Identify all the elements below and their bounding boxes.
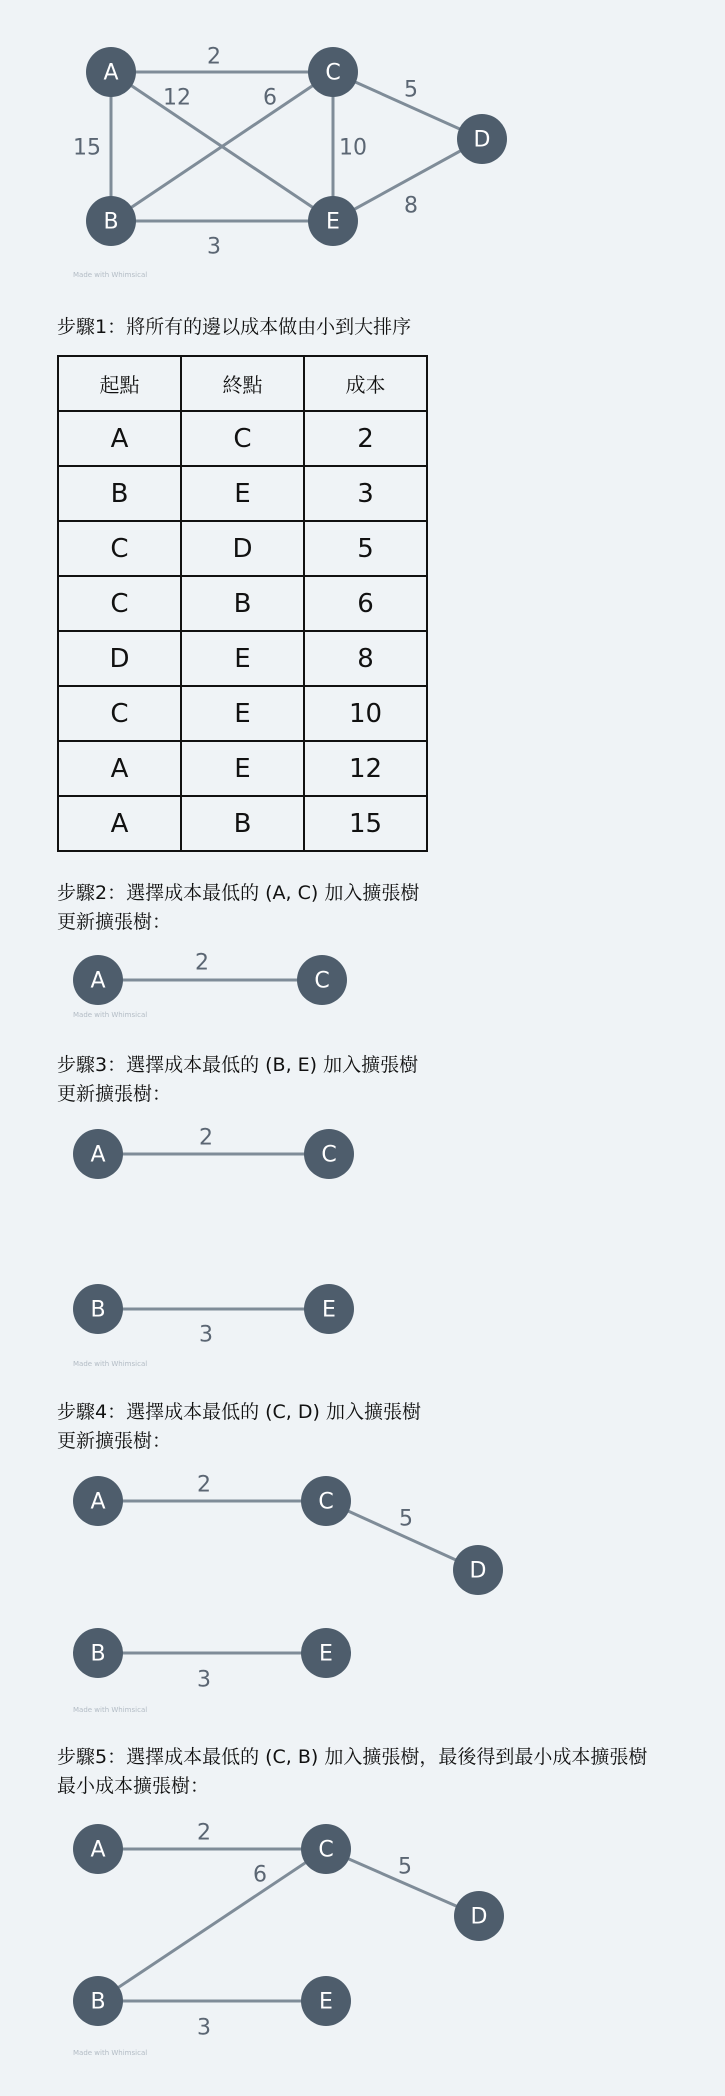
step5-description [57,1743,647,1801]
step1-text: 步驟1：將所有的邊以成本做由小到大排序 [57,316,412,338]
node-label-B: B [103,209,119,235]
node-label-C: C [318,1837,334,1863]
cell-cost: 3 [304,466,427,521]
node-A [86,47,136,97]
step4-description [57,1398,421,1456]
node-label-B: B [90,1641,106,1667]
edge-weight-A-C: 2 [199,1125,213,1151]
step2-text: 步驟2：選擇成本最低的 (A, C) 加入擴張樹 [57,882,420,904]
table-row [58,576,427,631]
node-E [304,1284,354,1334]
node-label-E: E [322,1297,336,1323]
cell-cost: 10 [304,686,427,741]
edge-weight-C-D: 5 [398,1854,412,1880]
edge-weight-C-D: 5 [399,1506,413,1532]
node-C [304,1129,354,1179]
node-A [73,1824,123,1874]
node-label-D: D [469,1558,487,1584]
node-label-A: A [103,60,119,86]
cell-cost: 15 [304,796,427,851]
cell-cost: 12 [304,741,427,796]
cell-end: E [181,466,304,521]
node-E [308,196,358,246]
step3-subtext: 更新擴張樹： [57,1083,172,1105]
step3-description [57,1051,418,1109]
table-body [58,411,427,851]
step2-graph [0,940,725,1020]
node-label-C: C [325,60,341,86]
node-B [73,1628,123,1678]
cell-end: B [181,576,304,631]
cell-end: C [181,411,304,466]
cell-start: B [58,466,181,521]
initial-graph [0,0,725,290]
table-row [58,521,427,576]
header-cost: 成本 [304,356,427,411]
initial-graph-svg [0,0,725,290]
cell-end: D [181,521,304,576]
cell-end: B [181,796,304,851]
step3-graph-svg [0,1110,725,1372]
cell-end: E [181,741,304,796]
edge-weight-A-E: 12 [163,85,191,111]
edge-B-C [98,1849,326,2001]
whimsical-credit: Made with Whimsical [73,1706,148,1714]
edge-weight-B-E: 3 [199,1322,213,1348]
step4-text: 步驟4：選擇成本最低的 (C, D) 加入擴張樹 [57,1401,421,1423]
whimsical-credit: Made with Whimsical [73,1011,148,1019]
node-label-E: E [326,209,340,235]
step4-graph [0,1460,725,1720]
node-C [301,1824,351,1874]
node-label-B: B [90,1297,106,1323]
whimsical-credit: Made with Whimsical [73,2049,148,2057]
cell-cost: 6 [304,576,427,631]
node-D [454,1891,504,1941]
edge-weight-A-C: 2 [195,950,209,976]
table-row [58,411,427,466]
node-label-A: A [90,1489,106,1515]
step1-description [57,313,411,342]
node-E [301,1628,351,1678]
edge-weight-B-C: 6 [263,85,277,111]
edge-weight-C-D: 5 [404,77,418,103]
step5-graph [0,1806,725,2071]
cell-start: C [58,521,181,576]
table-header-row [58,356,427,411]
node-label-C: C [318,1489,334,1515]
cell-cost: 2 [304,411,427,466]
edge-weight-C-E: 10 [339,135,367,161]
edge-weight-B-C: 6 [253,1862,267,1888]
node-label-D: D [470,1904,488,1930]
step2-graph-svg [0,940,725,1020]
cell-end: E [181,686,304,741]
cell-start: C [58,576,181,631]
whimsical-credit: Made with Whimsical [73,1360,148,1368]
step2-subtext: 更新擴張樹： [57,911,172,933]
node-A [73,1129,123,1179]
node-D [457,114,507,164]
node-label-C: C [321,1142,337,1168]
cell-start: C [58,686,181,741]
cell-cost: 8 [304,631,427,686]
node-C [297,955,347,1005]
table-row [58,741,427,796]
edge-weight-D-E: 8 [404,193,418,219]
cell-end: E [181,631,304,686]
node-label-A: A [90,1837,106,1863]
step3-text: 步驟3：選擇成本最低的 (B, E) 加入擴張樹 [57,1054,419,1076]
node-B [86,196,136,246]
node-A [73,955,123,1005]
header-start: 起點 [58,356,181,411]
step2-description [57,879,419,937]
cell-start: A [58,796,181,851]
table-row [58,686,427,741]
node-A [73,1476,123,1526]
node-label-A: A [90,968,106,994]
table-row [58,631,427,686]
node-D [453,1545,503,1595]
step5-graph-svg [0,1806,725,2071]
edge-cost-table [57,355,428,852]
step3-graph [0,1110,725,1372]
edge-weight-A-C: 2 [207,44,221,70]
node-label-B: B [90,1989,106,2015]
edge-weight-A-B: 15 [73,135,101,161]
node-E [301,1976,351,2026]
edge-weight-B-E: 3 [197,1667,211,1693]
step5-text: 步驟5：選擇成本最低的 (C, B) 加入擴張樹，最後得到最小成本擴張樹 [57,1746,648,1768]
node-C [308,47,358,97]
cell-start: A [58,741,181,796]
step5-subtext: 最小成本擴張樹： [57,1775,210,1797]
edge-weight-A-C: 2 [197,1472,211,1498]
edge-weight-A-C: 2 [197,1820,211,1846]
node-B [73,1284,123,1334]
node-label-E: E [319,1641,333,1667]
node-label-E: E [319,1989,333,2015]
step4-subtext: 更新擴張樹： [57,1430,172,1452]
node-label-C: C [314,968,330,994]
cell-start: D [58,631,181,686]
step4-graph-svg [0,1460,725,1720]
header-end: 終點 [181,356,304,411]
node-label-A: A [90,1142,106,1168]
table-row [58,796,427,851]
node-label-D: D [473,127,491,153]
whimsical-credit: Made with Whimsical [73,271,148,279]
node-B [73,1976,123,2026]
edge-weight-B-E: 3 [197,2015,211,2041]
edge-weight-B-E: 3 [207,234,221,260]
node-C [301,1476,351,1526]
table-row [58,466,427,521]
cell-cost: 5 [304,521,427,576]
cell-start: A [58,411,181,466]
